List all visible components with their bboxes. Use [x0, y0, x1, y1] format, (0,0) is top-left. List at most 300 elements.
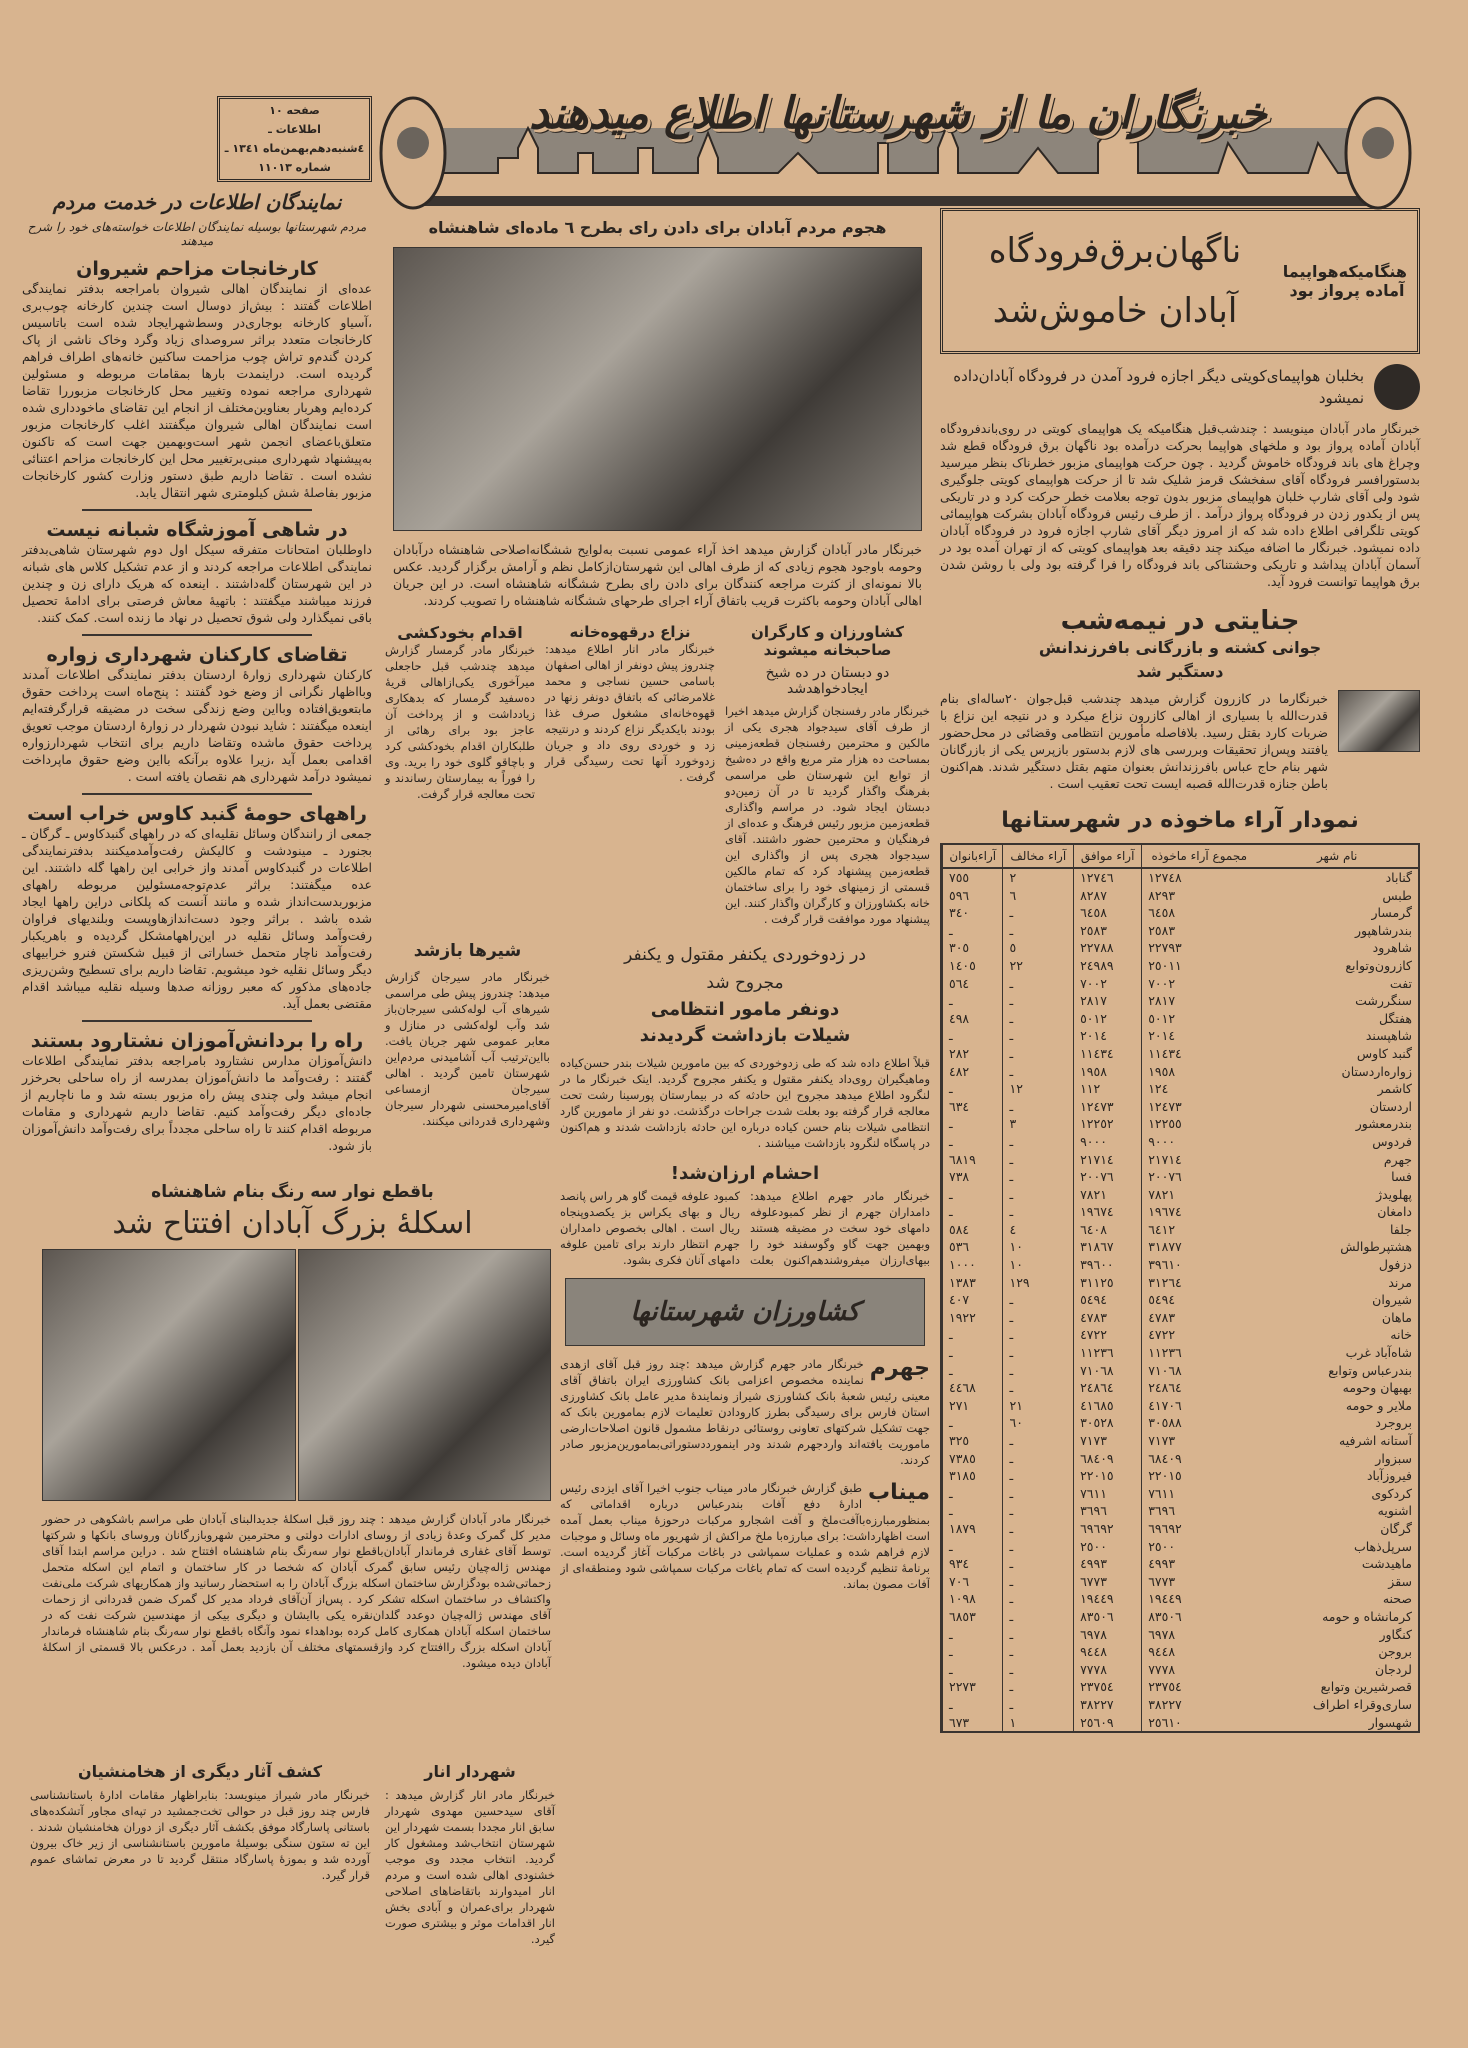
section-subtitle: مردم شهرستانها بوسیله نمایندگان اطلاعات خواسته‌های خود را شرح میدهند [27, 220, 367, 248]
votes-against: ـ [1003, 1450, 1074, 1468]
total-votes: ١٩٤٤٩ [1142, 1590, 1257, 1608]
total-votes: ٦٧٧٣ [1142, 1573, 1257, 1591]
votes-for: ٣٨٢٢٧ [1074, 1696, 1142, 1714]
article-subtitle: دو دبستان در ده شیخ ایجادخواهدشد [765, 665, 890, 697]
votes-against: ـ [1003, 1485, 1074, 1503]
abadan-vote-body [393, 541, 922, 609]
total-votes: ٧١٠٦٨ [1142, 1362, 1257, 1380]
votes-against: ـ [1003, 1344, 1074, 1362]
women-votes: ٢٨٢ [943, 1045, 1003, 1063]
table-row [943, 868, 1419, 887]
votes-against: ١٢ [1003, 1080, 1074, 1098]
article-title: راه را بردانش‌آموزان نشتارود بستند [30, 1030, 364, 1052]
votes-for: ٤٧٨٣ [1074, 1309, 1142, 1327]
votes-against: ـ [1003, 1696, 1074, 1714]
votes-for: ١٢٧٤٦ [1074, 868, 1142, 887]
table-row [943, 1238, 1419, 1256]
votes-for: ٢٣٧٥٤ [1074, 1678, 1142, 1696]
column-header: مجموع آراء ماخوذه [1142, 845, 1257, 868]
article-body: داوطلبان امتحانات متفرقه سیکل اول دوم شهرستان شاهی‌بدفتر نمایندگی اطلاعات مراجعه کردند و از عدم تشکیل کلاس های شبانه در این شهرستان گله‌داشتند . اینعده که هریک دارای زن و چندین فرزند میباشند میگفتند : باتهیهٔ معاش فرصتی برای ادامهٔ تحصیل باقی نمیگذارد ولی شوق تحصیل در نهاد ما زنده است. کمک کنند. [22, 542, 372, 625]
middle-news-row [385, 623, 930, 927]
crime-content [940, 690, 1420, 792]
women-votes: ٣٢٥ [943, 1432, 1003, 1450]
votes-for: ١١٤٣٤ [1074, 1045, 1142, 1063]
pier-kicker: باقطع نوار سه رنگ بنام شاهنشاه [151, 1182, 434, 1202]
table-row [943, 1573, 1419, 1591]
crime-body: خبرنگارما در کازرون گزارش میدهد چندشب قبل‌جوان ٢٠ساله‌ای بنام قدرت‌الله با بسیاری از اهالی کازرون نزاع میکرد و در نتیجه این نزاع با ضربات کارد بقتل رسید. بلافاصله مأمورین انتظامی وقضائی در محل‌حضور یافتند وپس‌از تحقیقات وبررسی های لازم بدستور بازپرس یکی از بازرگانان شهر بنام حاج عباس بافرزندانش بعنوان متهم بقتل دستگیر شدند. هم‌اکنون باطن جنازه قدرت‌الله قصبه ایست تحت تعقیب است . [940, 691, 1329, 791]
city-name: شاهپسند [1365, 1028, 1412, 1044]
article-title: دونفر مامور انتظامی شیلات بازداشت گردیدند [639, 999, 851, 1046]
table-row [943, 1344, 1419, 1362]
women-votes: ٦٣٤ [943, 1098, 1003, 1116]
women-votes: ٧٣٨٥ [943, 1450, 1003, 1468]
city-name: دزفول [1378, 1257, 1412, 1273]
city-name: شهسوار [1368, 1714, 1412, 1730]
table-row [943, 1379, 1419, 1397]
women-votes: ـ [943, 1661, 1003, 1679]
pier-ceremony-photo [42, 1249, 296, 1501]
votes-against: ـ [1003, 1643, 1074, 1661]
city-name: اشنویه [1377, 1503, 1412, 1519]
votes-for: ٥٠١٢ [1074, 1010, 1142, 1028]
reporter-portrait [397, 127, 429, 159]
table-row [943, 1467, 1419, 1485]
city-name: فردوس [1372, 1133, 1412, 1149]
city-name: گرگان [1380, 1520, 1412, 1536]
votes-against: ـ [1003, 1027, 1074, 1045]
table-row [943, 1696, 1419, 1714]
column-header: آراء مخالف [1003, 845, 1074, 868]
women-votes: ـ [943, 1027, 1003, 1045]
women-votes: ٣٠٥ [943, 939, 1003, 957]
article-crime [940, 606, 1420, 792]
votes-for: ٢٥٠٠ [1074, 1538, 1142, 1556]
city-name: بندرمعشور [1355, 1116, 1412, 1132]
votes-for: ٦٤٠٨ [1074, 1221, 1142, 1239]
votes-against: ٢١ [1003, 1397, 1074, 1415]
pier-photos [42, 1249, 551, 1501]
section-title: نمایندگان اطلاعات در خدمت مردم [52, 190, 342, 214]
airport-subtitle: بخلبان هواپیمای‌کویتی دیگر اجازه فرود آمدن در فرودگاه آبادان‌داده نمیشود [953, 367, 1364, 407]
city-name: قصرشیرین وتوابع [1320, 1679, 1412, 1695]
issue-date: اطلاعات ـ ٤شنبه‌دهم‌بهمن‌ماه ١٣٤١ ـ شماره ١١٠١٣ [224, 123, 365, 174]
total-votes: ٢٥٦١٠ [1142, 1714, 1257, 1732]
column-header: آراء موافق [1074, 845, 1142, 868]
women-votes: ٧٣٨ [943, 1168, 1003, 1186]
article-body: خبرنگار مادر گرمسار گزارش میدهد چندشب قبل حاجعلی میرآخوری یکی‌ازاهالی قریهٔ ده‌سفید گرمسار که بدهکاری زیادداشت و از پرداخت آن عاجز بود برای رهائی از طلبکاران اقدام بخودکشی کرد و باچاقو گلوی خود را برید. وی را فوراً به بیمارستان رساندند و تحت معالجه قرار گرفت. [385, 643, 535, 801]
women-votes: ١٨٧٩ [943, 1520, 1003, 1538]
total-votes: ٧٦١١ [1142, 1485, 1257, 1503]
column-header: نام شهر [1256, 845, 1418, 868]
city-name: بروجرد [1375, 1415, 1412, 1431]
table-row [943, 887, 1419, 905]
article-farmers-houses [725, 623, 930, 927]
city-name: خانه [1390, 1327, 1412, 1343]
votes-against: ـ [1003, 1467, 1074, 1485]
votes-against: ـ [1003, 992, 1074, 1010]
votes-against: ـ [1003, 1326, 1074, 1344]
votes-for: ٩٠٠٠ [1074, 1133, 1142, 1151]
total-votes: ١٢٧٤٨ [1142, 868, 1257, 887]
women-votes: ـ [943, 1344, 1003, 1362]
article-title: در شاهی آموزشگاه شبانه نیست [46, 519, 348, 541]
table-row [943, 1397, 1419, 1415]
total-votes: ٥٤٩٤ [1142, 1291, 1257, 1309]
city-name: سبزوار [1375, 1450, 1412, 1466]
votes-for: ٧١٧٣ [1074, 1432, 1142, 1450]
article-title: احشام ارزان‌شد! [670, 1163, 820, 1184]
votes-against: ـ [1003, 922, 1074, 940]
city-name: کازرون‌وتوابع [1345, 957, 1412, 973]
table-row [943, 1555, 1419, 1573]
women-votes: ـ [943, 1203, 1003, 1221]
votes-for: ١٩٦٧٤ [1074, 1203, 1142, 1221]
votes-for: ٢٢٧٨٨ [1074, 939, 1142, 957]
votes-against: ـ [1003, 1291, 1074, 1309]
women-votes: ـ [943, 992, 1003, 1010]
women-votes: ١٠٠٠ [943, 1256, 1003, 1274]
article-title: راههای حومهٔ گنبد کاوس خراب است [27, 803, 367, 825]
votes-against: ـ [1003, 1502, 1074, 1520]
votes-against: ٢٢ [1003, 957, 1074, 975]
votes-for: ٣١٨٦٧ [1074, 1238, 1142, 1256]
women-votes: ٤٠٧ [943, 1291, 1003, 1309]
votes-against: ١٠ [1003, 1238, 1074, 1256]
votes-for: ٤١٦٨٥ [1074, 1397, 1142, 1415]
city-name: سنگررشت [1355, 993, 1412, 1009]
table-row [943, 1274, 1419, 1292]
table-row [943, 1151, 1419, 1169]
votes-for: ١١٢ [1074, 1080, 1142, 1098]
votes-against: ـ [1003, 1133, 1074, 1151]
table-row [943, 1661, 1419, 1679]
table-row [943, 1432, 1419, 1450]
votes-against: ١٢٩ [1003, 1274, 1074, 1292]
votes-for: ٢٨١٧ [1074, 992, 1142, 1010]
votes-for: ٦٧٧٣ [1074, 1573, 1142, 1591]
women-votes: ١٠٩٨ [943, 1590, 1003, 1608]
article-nashtarud [22, 1030, 372, 1154]
total-votes: ٢٣٧٥٤ [1142, 1678, 1257, 1696]
table-row [943, 1010, 1419, 1028]
votes-against: ـ [1003, 1063, 1074, 1081]
votes-for: ٢٠١٤ [1074, 1027, 1142, 1045]
article-body: خبرنگار مادر جهرم گزارش میدهد :چند روز قبل آقای ازهدی نماینده مخصوص اعزامی بانک کشاورزی ایران باتفاق آقای معینی رئیس شعبهٔ بانک کشاورزی شیراز ونمایندهٔ مدیر عامل بانک کشاورزی استان فارس برای رسیدگی بطرز کارودادن تعلیمات لازم بمامورین بانک که جهت تشکیل شرکتهای تعاونی روستائی درنقاط مشمول قانون اصلاحات‌ارضی ماموریت یافته‌اند واردجهرم شدند ودر اینمورددستوراتی‌بمامورین‌مزبور صادر کردند. [560, 1357, 930, 1467]
votes-against: ـ [1003, 1626, 1074, 1644]
article-body: دانش‌آموزان مدارس نشتارود بامراجعه بدفتر نمایندگی اطلاعات گفتند : رفت‌وآمد ما دانش‌آموزان بمدرسه از راه ساحلی بحرخزر انجام میشد ولی چندی پیش راه مزبور بسته شد و ما ناچاریم از جاده‌ای دیگر رفت‌وآمد کنیم. تقاضا داریم شهرداری و مقامات مربوطه اقدام کنند تا راه ساحلی مجدداً برای رفت‌وآمد دانش‌آموزان باز شود. [22, 1053, 372, 1153]
crime-title: جنایتی در نیمه‌شب [1060, 606, 1300, 636]
city-name: بندرشاهپور [1355, 922, 1412, 938]
city-name: گنبد کاوس [1356, 1045, 1412, 1061]
women-votes: ١٩٢٢ [943, 1309, 1003, 1327]
total-votes: ١٩٥٨ [1142, 1063, 1257, 1081]
women-votes: ٧٥٥ [943, 868, 1003, 887]
votes-for: ٢٥٨٣ [1074, 922, 1142, 940]
votes-for: ٢٤٩٨٩ [1074, 957, 1142, 975]
right-column [940, 208, 1420, 1733]
table-row [943, 975, 1419, 993]
women-votes: ٥٦٤ [943, 975, 1003, 993]
votes-against: ـ [1003, 1186, 1074, 1204]
women-votes: ـ [943, 1080, 1003, 1098]
votes-against: ـ [1003, 1168, 1074, 1186]
article-body: خبرنگار مادر شیراز مینویسد: بنابراظهار مقامات ادارهٔ باستانشناسی فارس چند روز قبل در حوالی تخت‌جمشید در تپه‌ای مجاور آتشکده‌های باستانی پاسارگاد موفق بکشف آثار دیگری از دوران هخامنشیان شدند . این ته ستون سنگی بوسیلهٔ مامورین باستانشناسی از زیر خاک بیرون آورده شد و بموزهٔ پاسارگاد منتقل گردید تا در معرض تماشای عموم قرار گیرد. [30, 1788, 370, 1882]
total-votes: ٣٦٩٦ [1142, 1502, 1257, 1520]
article-title: شیرها بازشد [413, 941, 522, 961]
votes-against: ـ [1003, 904, 1074, 922]
votes-against: ـ [1003, 1608, 1074, 1626]
votes-for: ٦٩٧٨ [1074, 1626, 1142, 1644]
total-votes: ٣٠٥٨٨ [1142, 1414, 1257, 1432]
reporter-portrait [1362, 127, 1394, 159]
votes-against: ـ [1003, 1151, 1074, 1169]
city-name: ماهان [1381, 1309, 1412, 1325]
votes-against: ـ [1003, 1309, 1074, 1327]
article-body: خبرنگار مادر جهرم اطلاع میدهد: دامداران جهرم از نظر کمبودعلوفه دامهای خود سخت در مضیقه هستند وبهمین جهت گاو وگوسفند خود را ببهای‌ارزان میفروشند‌هم‌اکنون بعلت کمبود علوفه قیمت گاو هر راس پانصد ریال و بهای یکراس بز یکصدوپنجاه ریال است . اهالی بخصوص دامداران جهرم انتظار دارند برای تامین علوفه دامهای آنان فکری بشود. [560, 1189, 930, 1267]
women-votes: ٦٧٣ [943, 1714, 1003, 1732]
total-votes: ٧٧٧٨ [1142, 1661, 1257, 1679]
article-achaemenid [30, 1762, 370, 1883]
votes-for: ٧٠٠٢ [1074, 975, 1142, 993]
table-row [943, 1502, 1419, 1520]
votes-against: ـ [1003, 975, 1074, 993]
votes-for: ٤٩٩٣ [1074, 1555, 1142, 1573]
table-row [943, 1309, 1419, 1327]
total-votes: ٤١٧٠٦ [1142, 1397, 1257, 1415]
article-title: اقدام بخودکشی [397, 623, 523, 642]
votes-against: ٣ [1003, 1115, 1074, 1133]
total-votes: ٧٠٠٢ [1142, 975, 1257, 993]
total-votes: ٢٤٨٦٤ [1142, 1379, 1257, 1397]
city-name: فسا [1391, 1169, 1412, 1185]
votes-against: ٥ [1003, 939, 1074, 957]
table-row [943, 992, 1419, 1010]
arrow-bullet-icon [1374, 364, 1420, 410]
table-row [943, 1098, 1419, 1116]
city-name: بروجن [1378, 1644, 1412, 1660]
votes-against: ـ [1003, 1555, 1074, 1573]
women-votes: ١٣٨٣ [943, 1274, 1003, 1292]
article-title: کشاورزان و کارگران صاحبخانه میشوند [751, 623, 904, 659]
votes-for: ١١٢٣٦ [1074, 1344, 1142, 1362]
crime-illustration [1338, 690, 1420, 752]
women-votes: ٣٤٠ [943, 904, 1003, 922]
article-jahrom [560, 1356, 930, 1468]
votes-against: ـ [1003, 1590, 1074, 1608]
city-name: بندرعباس وتوابع [1328, 1362, 1412, 1378]
city-name: کاشمر [1377, 1081, 1412, 1097]
votes-for: ١٩٤٤٩ [1074, 1590, 1142, 1608]
votes-against: ٢ [1003, 868, 1074, 887]
abadan-vote-photo [393, 247, 922, 531]
votes-for: ٢٢٠١٥ [1074, 1467, 1142, 1485]
votes-against: ـ [1003, 1010, 1074, 1028]
women-votes: ٤٩٨ [943, 1010, 1003, 1028]
airport-title: ناگهان‌برق‌فرودگاه آبادان خاموش‌شد [988, 231, 1242, 331]
total-votes: ٦٤١٢ [1142, 1221, 1257, 1239]
article-body: طبق گزارش خبرنگار مادر میناب جنوب اخیرا آقای ایزدی رئیس ادارهٔ دفع آفات بندرعباس درباره اقداماتی که بمنظورمبارزه‌باآفت‌ملخ و آفت اشجارو مرکبات درحوزهٔ میناب بعمل آمده است اظهارداشت: برای مبارزه‌با ملخ مراکش از شهریور ماه وسائل و موجبات لازم فراهم شده و عملیات سمپاشی در باغات مرکبات آغاز گردیده است. برنامهٔ تنظیم گردیده است که تمام باغات مرکبات سمپاشی شود ومنطقه‌ای از آفات مصون بماند. [560, 1481, 930, 1591]
farmers-banner [565, 1278, 925, 1346]
women-votes: ـ [943, 1133, 1003, 1151]
total-votes: ٨٢٩٣ [1142, 887, 1257, 905]
total-votes: ٢٠٠٧٦ [1142, 1168, 1257, 1186]
city-name: شیروان [1372, 1292, 1412, 1308]
article-zavareh [22, 644, 372, 785]
women-votes: ـ [943, 1696, 1003, 1714]
column-header: آراءبانوان [943, 845, 1003, 868]
city-name: سرپل‌ذهاب [1353, 1538, 1412, 1554]
city-name: ملایر و حومه [1345, 1397, 1412, 1413]
city-name: ساری‌وقراء اطراف [1312, 1696, 1412, 1712]
table-row [943, 1362, 1419, 1380]
total-votes: ١١٢٣٦ [1142, 1344, 1257, 1362]
women-votes: ـ [943, 1414, 1003, 1432]
table-row [943, 1678, 1419, 1696]
votes-for: ٣٠٥٢٨ [1074, 1414, 1142, 1432]
votes-table [940, 843, 1420, 1733]
votes-for: ١٩٥٨ [1074, 1063, 1142, 1081]
airport-body: خبرنگار مادر آبادان مینویسد : چندشب‌قبل هنگامیکه یک هواپیمای کویتی در روی‌باندفرودگاه آبادان آماده پرواز بود و ملخهای هواپیما بحرکت درآمده بود ناگهان برق فرودگاه قطع شد وچراغ های باند فرودگاه خاموش گردید . چون حرکت هواپیمای مزبور خطرناک بنظر میرسید بدستورافسر فرودگاه آقای سفخشک قرمز شلیک شد تا از حرکت هواپیمای کویتی جلوگیری شود ولی آقای شارپ خلبان هواپیمای مزبور بدون توجه بعلامت خطر حرکت کرد و در تاریکی پس از یکدور زدن در فرودگاه پرواز درآمد . از طرف رئیس فرودگاه آبادان بشرکت هواپیمائی کویتی تلگرافی اطلاع داده شد که از امروز دیگر آقای شارپ اجازه فرود در فرودگاه آبادان داده نمیشود. خبرنگار ما اضافه میکند چند دقیقه بعد هواپیمای کویتی که از تهران آمده بود در آسمان آبادان پیداشد و تاریکی وحشتناکی باند فرودگاه را فرا گرفته بود ولی با روشن شدن برق هواپیما توانست فرود آید. [940, 421, 1420, 589]
article-body: جمعی از رانندگان وسائل نقلیه‌ای که در راههای گنبدکاوس ـ گرگان ـ بجنورد ـ مینودشت و کالیکش رفت‌وآمدمیکنند بدفترنمایندگی اطلاعات در گنبدکاوس آمدند واز خرابی این راهها گله داشتند. این عده میگفتند: براثر عدم‌توجه‌مسئولین مربوطه راههای مزبوربدست‌انداز شده و مانند آنست که پلکانی دراین راهها ایجاد شده باشد . براثر وجود دست‌اندازهاوپست وبلندیهای فراوان رفت‌وآمد وسائل نقلیه در این‌راههامشکل گردیده و باهریکبار رفت‌وآمد ناچار متحمل خساراتی از قبیل شکستن فنرو خرابیهای دیگر وسائل نقلیه خود میشویم. تقاضا داریم برای تسطیح وشن‌ریزی جاده‌های مذکور که معبر روزانه صدها وسیله نقلیه میباشد اقدام مقتضی بعمل آید. [22, 826, 372, 1011]
women-votes: ـ [943, 1643, 1003, 1661]
city-name: سقز [1388, 1573, 1412, 1589]
total-votes: ٢١٧١٤ [1142, 1151, 1257, 1169]
article-body: قبلاً اطلاع داده شد که طی زدوخوردی که بین مامورین شیلات بندر حسن‌کیاده وماهیگیران روی‌داد یکنفر مقتول و یکنفر مجروح گردید. اینک خبرنگار ما در لنگرود اطلاع میدهد مجروح این حادثه که در بیمارستان پورسینا رشت تحت معالجه قرار گرفته بود بعلت شدت جراحات درگذشت. دو نفر از مامورین گارد انتظامی شیلات بنام حسن کیاده درباره این حادثه بازداشت شدند و هم‌اکنون در پاسگاه لنگرود بازداشت میباشند . [560, 1056, 930, 1150]
total-votes: ٢٠١٤ [1142, 1027, 1257, 1045]
city-name: طبس [1382, 887, 1412, 903]
total-votes: ٣١٢٦٤ [1142, 1274, 1257, 1292]
total-votes: ٦٩٧٨ [1142, 1626, 1257, 1644]
votes-against: ١٠ [1003, 1256, 1074, 1274]
article-title: کارخانجات مزاحم شیروان [76, 258, 318, 280]
city-name: جلفا [1390, 1221, 1412, 1237]
women-votes: ٤٨٢ [943, 1063, 1003, 1081]
table-row [943, 1168, 1419, 1186]
article-title: میناب [868, 1480, 930, 1505]
city-name: فیروزآباد [1366, 1468, 1412, 1484]
votes-for: ١٢٤٧٣ [1074, 1098, 1142, 1116]
table-row [943, 904, 1419, 922]
masthead-banner [378, 88, 1416, 213]
votes-for: ٧٧٧٨ [1074, 1661, 1142, 1679]
city-name: آستانه اشرفیه [1339, 1433, 1412, 1448]
votes-against: ـ [1003, 1045, 1074, 1063]
votes-for: ٦٨٤٠٩ [1074, 1450, 1142, 1468]
abadan-vote-title: هجوم مردم آبادان برای دادن رای بطرح ٦ ماده‌ای شاهنشاه [428, 218, 887, 237]
votes-for: ٧٦١١ [1074, 1485, 1142, 1503]
article-anar-mayor [385, 1762, 555, 1947]
airport-kicker: هنگامیکه‌هواپیما آماده پرواز بود [1282, 262, 1407, 300]
city-name: بهبهان وحومه [1342, 1380, 1412, 1396]
article-body: خبرنگار مادر سیرجان گزارش میدهد: چندروز پیش طی مراسمی شیرهای آب لوله‌کشی سیرجان‌باز شد وآب لوله‌کشی در منازل و معابر عمومی شهر جریان یافت. بااین‌ترتیب آب آشامیدنی مردم‌این شهرستان تامین گردید . اهالی سیرجان ازمساعی آقای‌امیرمحسنی شهردار سیرجان وشهرداری قدردانی میکنند. [385, 970, 550, 1128]
votes-for: ٢١٧١٤ [1074, 1151, 1142, 1169]
city-name: گناباد [1385, 870, 1412, 885]
farmers-banner-title: کشاورزان شهرستانها [630, 1297, 860, 1327]
total-votes: ١٩٦٧٤ [1142, 1203, 1257, 1221]
votes-for: ٣١١٢٥ [1074, 1274, 1142, 1292]
city-name: هشتپرطوالش [1340, 1239, 1412, 1255]
masthead-title: خبرنگاران ما از شهرستانها اطلاع میدهند [529, 88, 1267, 139]
total-votes: ١١٤٣٤ [1142, 1045, 1257, 1063]
table-row [943, 1608, 1419, 1626]
article-title: تقاضای کارکنان شهرداری زواره [46, 644, 348, 666]
votes-against: ٤ [1003, 1221, 1074, 1239]
women-votes: ٩٣٤ [943, 1555, 1003, 1573]
women-votes: ٥٨٤ [943, 1221, 1003, 1239]
article-kicker: در زدوخوردی یکنفر مقتول و یکنفر مجروح شد [624, 945, 866, 993]
votes-for: ٧٨٢١ [1074, 1186, 1142, 1204]
women-votes: ٢٢٧٣ [943, 1678, 1003, 1696]
total-votes: ٢٢٧٩٣ [1142, 939, 1257, 957]
article-body: خبرنگار مادر انار اطلاع میدهد: چندروز پیش دونفر از اهالی اصفهان باسامی حسین نساجی و محمد غلامرضائی که باتفاق دونفر زنها در قهوه‌خانه‌ای مشغول صرف غذا بودند بایکدیگر نزاع کردند و درنتیجه زد و خوردی روی داد و جریان زدوخورد آنها تحت رسیدگی قرار گرفت . [545, 642, 715, 784]
women-votes: ـ [943, 1502, 1003, 1520]
votes-for: ٤٧٢٢ [1074, 1326, 1142, 1344]
votes-for: ٨٢٨٧ [1074, 887, 1142, 905]
women-votes: ـ [943, 1485, 1003, 1503]
women-votes: ـ [943, 922, 1003, 940]
women-votes: ٥٣٦ [943, 1238, 1003, 1256]
page-number: صفحه ١٠ [269, 104, 320, 117]
table-row [943, 1520, 1419, 1538]
city-name: پهلویدژ [1376, 1186, 1412, 1202]
votes-against: ـ [1003, 1432, 1074, 1450]
votes-for: ٩٤٤٨ [1074, 1643, 1142, 1661]
airport-subtitle-row [940, 364, 1420, 410]
article-body: خبرنگار مادر رفسنجان گزارش میدهد اخیرا از طرف آقای سیدجواد هجری یکی از مالکین و محترمین رفسنجان قطعه‌زمینی بمساحت ده هزار متر مربع واقع در ده‌شیخ از توابع این شهرستان طی مراسمی بفرهنگ واگذار گردید تا در آن زمین‌دو دبستان ایجاد شود. در مراسم واگذاری قطعه‌زمین مزبور رئیس فرهنگ و عده‌ای از فرهنگیان و محترمین حضور داشتند. آقای سیدجواد هجری پس از واگذاری این قطعه‌زمین پیشنهاد کرد که تمام مالکین قسمتی از زمینهای خود را برای ساختمان خانه بکشاورزان و کارگران واگذار کنند. این پیشنهاد مورد موافقت قرار گرفت . [725, 704, 930, 926]
votes-against: ـ [1003, 1538, 1074, 1556]
pier-title: اسکلهٔ بزرگ آبادان افتتاح شد [112, 1206, 473, 1241]
women-votes: ـ [943, 1115, 1003, 1133]
total-votes: ٦٨٤٠٩ [1142, 1450, 1257, 1468]
table-row [943, 1203, 1419, 1221]
women-votes: ٣١٨٥ [943, 1467, 1003, 1485]
article-shahi-school [22, 519, 372, 626]
women-votes: ٤٤٦٨ [943, 1379, 1003, 1397]
votes-for: ٥٤٩٤ [1074, 1291, 1142, 1309]
table-row [943, 957, 1419, 975]
table-row [943, 1538, 1419, 1556]
table-row [943, 922, 1419, 940]
total-votes: ١٢٤ [1142, 1080, 1257, 1098]
women-votes: ٦٨٥٣ [943, 1608, 1003, 1626]
table-row [943, 1045, 1419, 1063]
article-title: کشف آثار دیگری از هخامنشیان [77, 1762, 322, 1781]
article-body: کارکنان شهرداری زوارهٔ اردستان بدفتر نمایندگی اطلاعات آمدند وبااظهار نگرانی از وضع خود گفتند : پنج‌ماه است پرداخت حقوق مابتعویق‌افتاده وبااین وضع زندگی سخت در مضیقه قرارگرفته‌ایم اینعده میگفتند : شاید نبودن شهردار در زوارهٔ اردستان موجب تعویق پرداخت حقوق ماشده وتقاضا داریم برای انتخاب شهردارزواره اقدامی بعمل آید ،زیرا علاوه برآنکه بااین وضع حقوق ماپرداخت نمیشود درآمد شهرداری هم نقصان یافته است . [22, 667, 372, 784]
city-name: گرمسار [1371, 905, 1412, 921]
article-gonbad-roads [22, 803, 372, 1012]
votes-for: ٨٣٥٠٦ [1074, 1608, 1142, 1626]
votes-against: ـ [1003, 1379, 1074, 1397]
table-row [943, 1590, 1419, 1608]
pier-construction-photo [298, 1249, 552, 1501]
votes-against: ـ [1003, 1678, 1074, 1696]
table-row [943, 1186, 1419, 1204]
women-votes: ١٤٠٥ [943, 957, 1003, 975]
article-title: شهردار انار [424, 1762, 516, 1781]
votes-for: ٢٠٠٧٦ [1074, 1168, 1142, 1186]
article-body: عده‌ای از نمایندگان اهالی شیروان بامراجعه بدفتر نمایندگی اطلاعات گفتند : بیش‌از دوسال است چندین کارخانه چوب‌بری ،آسیاو کارخانه بوجاری‌در وسط‌شهرایجاد شده است باتاسیس کارخانجات متعدد براثر سروصدای زیاد وگرد وخاک ناشی از پاک کردن گندم‌و تراش چوب مزاحمت ساکنین خانه‌های اطراف فراهم گردیده است. دراینمدت بارها بمقامات مربوطه و مسئولین شهرداری مراجعه نموده وتغییر محل کارخانجات مزبوررا تقاضا کرده‌ایم وهربار بعناوین‌مختلف از انجام این تقاضای ماخودداری شده است نمایندگان اهالی شیروان میگفتند اغلب کارخانجات مزبور متعلق‌باعضای انجمن شهر است‌وبهمین جهت است که تاکنون به‌پیشنهاد شهرداری مبنی‌برتغییر محل این کارخانجات مزاحم اعتنائی نشده است . تقاضا داریم طبق دستور وزارت کشور کارخانجات مزبور بفاصلهٔ شش کیلومتری شهر انتقال یابد. [22, 281, 372, 500]
article-pier [30, 1182, 555, 1671]
city-name: کردکوی [1371, 1485, 1412, 1501]
city-name: مرند [1388, 1274, 1412, 1290]
city-name: صحنه [1382, 1591, 1412, 1607]
women-votes: ـ [943, 1326, 1003, 1344]
article-suicide [385, 623, 535, 802]
votes-against: ١ [1003, 1714, 1074, 1732]
table-row [943, 1414, 1419, 1432]
votes-against: ٦ [1003, 887, 1074, 905]
total-votes: ٣٩٦١٠ [1142, 1256, 1257, 1274]
